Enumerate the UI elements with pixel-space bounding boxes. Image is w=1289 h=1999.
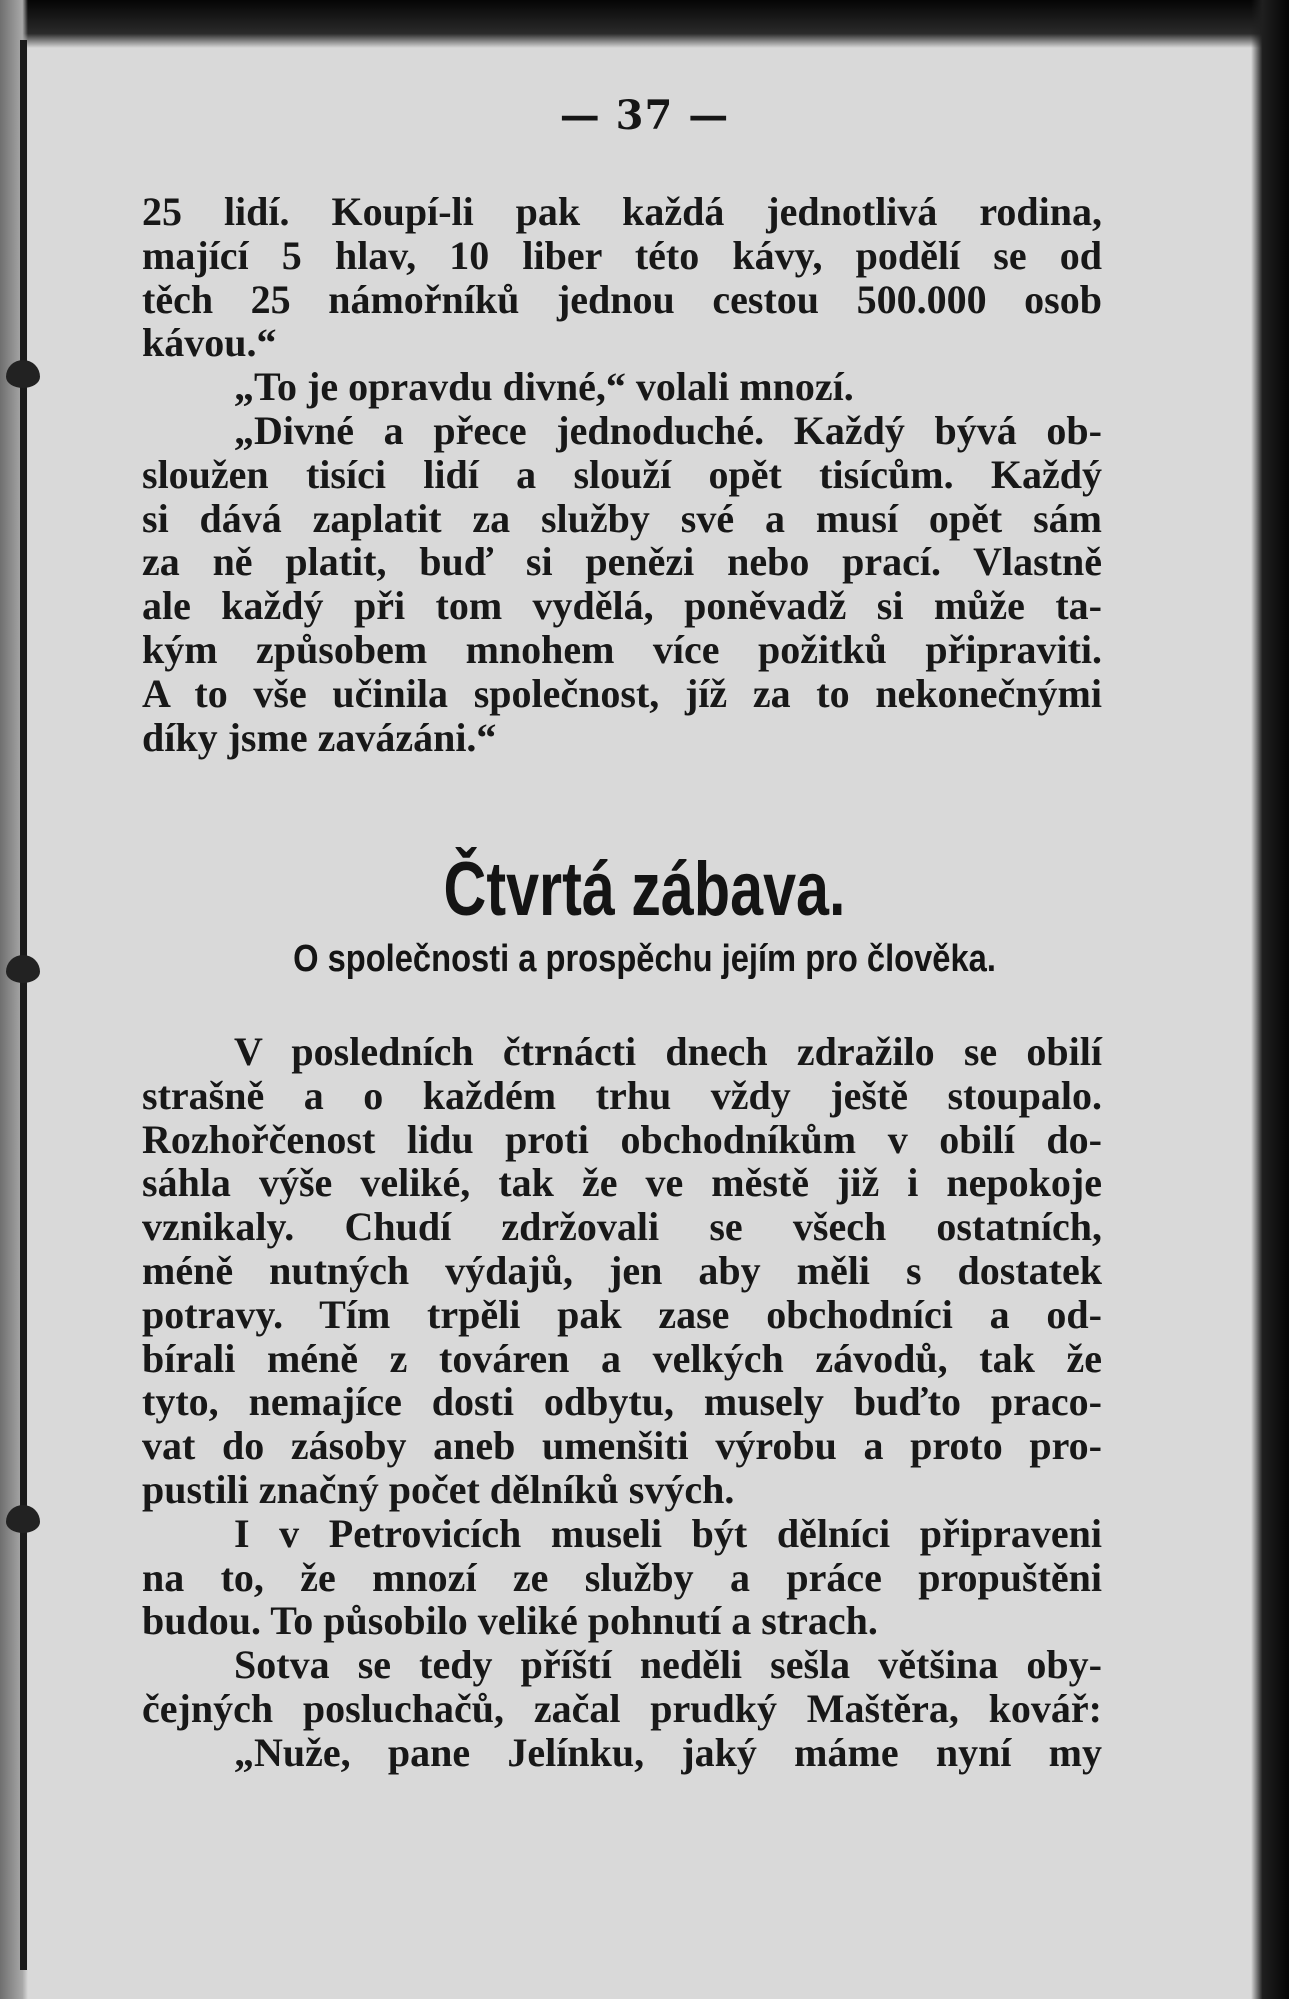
text-line: Sotva se tedy příští neděli sešla většina oby- bbox=[234, 1642, 1102, 1688]
scan-border-top bbox=[0, 0, 1289, 48]
text-line: bírali méně z továren a velkých závodů, tak že bbox=[142, 1335, 1102, 1381]
text-line: pustili značný počet dělníků svých. bbox=[142, 1466, 735, 1512]
binding-mark bbox=[6, 1505, 40, 1533]
section-subtitle: O společnosti a prospěchu jejím pro člověka. bbox=[293, 938, 996, 980]
text-line: vat do zásoby aneb umenšiti výrobu a proto pro- bbox=[142, 1423, 1102, 1469]
binding-gutter bbox=[20, 40, 27, 1970]
text-line: „Nuže, pane Jelínku, jaký máme nyní my bbox=[234, 1729, 1102, 1775]
text-line: mající 5 hlav, 10 liber této kávy, podělí se od bbox=[142, 232, 1102, 278]
text-line: V posledních čtrnácti dnech zdražilo se obilí bbox=[234, 1029, 1102, 1074]
page-number: — 37 — bbox=[559, 92, 730, 139]
text-line: kávou.“ bbox=[142, 320, 277, 366]
text-line: za ně platit, buď si penězi nebo prací. Vlastně bbox=[142, 539, 1102, 585]
scan-border-right bbox=[1251, 0, 1289, 1999]
text-line: čejných posluchačů, začal prudký Maštěra, kovář: bbox=[142, 1685, 1102, 1731]
text-line: sáhla výše veliké, tak že ve městě již i nepokoje bbox=[142, 1160, 1102, 1206]
text-line: potravy. Tím trpěli pak zase obchodníci a od- bbox=[142, 1291, 1102, 1337]
text-line: ale každý při tom vydělá, poněvadž si může ta- bbox=[142, 583, 1102, 629]
text-line: kým způsobem mnohem více požitků připraviti. bbox=[142, 626, 1102, 672]
text-line: 25 lidí. Koupí-li pak každá jednotlivá rodina, bbox=[142, 189, 1102, 234]
paragraph-top bbox=[142, 190, 1102, 759]
text-line: budou. To působilo veliké pohnutí a strach. bbox=[142, 1598, 878, 1644]
text-line: I v Petrovicích museli být dělníci připraveni bbox=[234, 1510, 1102, 1556]
binding-mark bbox=[6, 955, 40, 983]
text-line: A to vše učinila společnost, jíž za to nekonečnými bbox=[142, 670, 1102, 716]
text-line: Rozhořčenost lidu proti obchodníkům v obilí do- bbox=[142, 1116, 1102, 1162]
text-line: tyto, nemajíce dosti odbytu, musely buďto praco- bbox=[142, 1379, 1102, 1425]
text-line: si dává zaplatit za služby své a musí opět sám bbox=[142, 495, 1102, 541]
text-line: strašně a o každém trhu vždy ještě stoupalo. bbox=[142, 1072, 1102, 1118]
text-line: na to, že mnozí ze služby a práce propuštěni bbox=[142, 1554, 1102, 1600]
text-line: „To je opravdu divné,“ volali mnozí. bbox=[234, 364, 854, 410]
text-line: méně nutných výdajů, jen aby měli s dostatek bbox=[142, 1247, 1102, 1293]
text-line: těch 25 námořníků jednou cestou 500.000 osob bbox=[142, 276, 1102, 322]
text-line: „Divné a přece jednoduché. Každý bývá ob- bbox=[234, 407, 1102, 453]
text-line: sloužen tisíci lidí a slouží opět tisícům. Každý bbox=[142, 451, 1102, 497]
section-title: Čtvrtá zábava. bbox=[443, 847, 846, 932]
paragraph-bottom bbox=[142, 1030, 1102, 1775]
binding-mark bbox=[6, 360, 40, 388]
text-line: vznikaly. Chudí zdržovali se všech ostatních, bbox=[142, 1204, 1102, 1250]
text-line: díky jsme zavázáni.“ bbox=[142, 714, 497, 760]
